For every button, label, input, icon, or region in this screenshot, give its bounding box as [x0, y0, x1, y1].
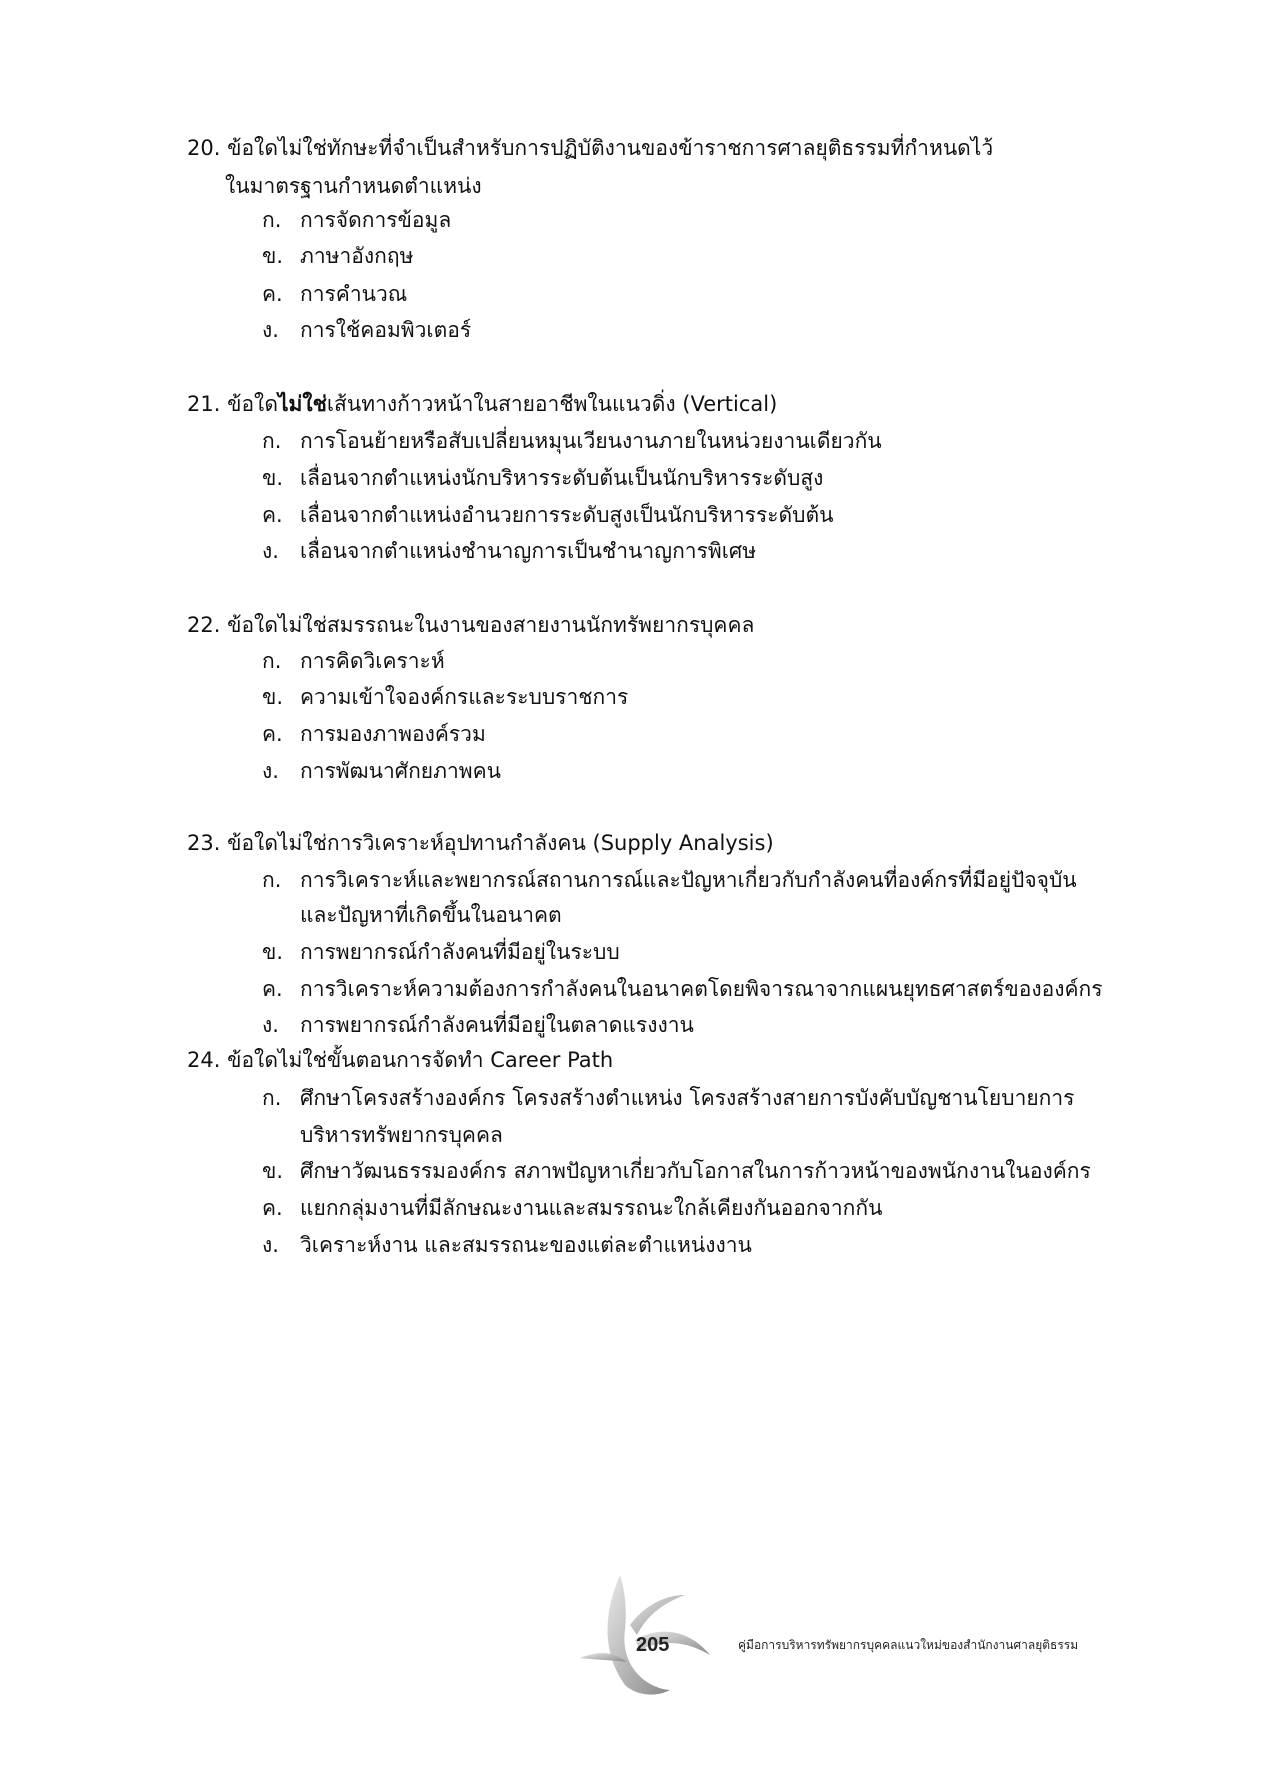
question-number: 22.: [187, 613, 221, 637]
option-label: ค.: [262, 1196, 283, 1220]
option-label: ข.: [262, 466, 284, 490]
option-label: ข.: [262, 940, 284, 964]
option-text: การวิเคราะห์ความต้องการกำลังคนในอนาคตโดยพิจารณาจากแผนยุทธศาสตร์ขององค์กร: [300, 977, 1103, 1001]
option-label: ค.: [262, 503, 283, 527]
option-label: ก.: [262, 208, 282, 232]
option-label: ง.: [262, 759, 279, 783]
option-text: เลื่อนจากตำแหน่งชำนาญการเป็นชำนาญการพิเศษ: [300, 539, 757, 563]
question-text: ข้อใดไม่ใช่สมรรถนะในงานของสายงานนักทรัพยากรบุคคล: [227, 613, 755, 637]
question-number: 20.: [187, 136, 221, 160]
option-label: ค.: [262, 282, 283, 306]
option-label: ก.: [262, 868, 282, 892]
option-text: การคิดวิเคราะห์: [300, 649, 445, 673]
question-number: 24.: [187, 1048, 221, 1072]
option-text: ภาษาอังกฤษ: [300, 244, 414, 268]
option-text: การวิเคราะห์และพยากรณ์สถานการณ์และปัญหาเกี่ยวกับกำลังคนที่องค์กรที่มีอยู่ปัจจุบัน: [300, 868, 1077, 892]
option-label: ก.: [262, 649, 282, 673]
question-text: ข้อใดไม่ใช่ขั้นตอนการจัดทำ Career Path: [227, 1048, 614, 1072]
option-text: การมองภาพองค์รวม: [300, 722, 486, 746]
footer-title: คู่มือการบริหารทรัพยากรบุคคลแนวใหม่ของสำนักงานศาลยุติธรรม: [738, 1638, 1079, 1652]
option-label: ก.: [262, 429, 282, 453]
option-text: เลื่อนจากตำแหน่งอำนวยการระดับสูงเป็นนักบริหารระดับต้น: [300, 503, 834, 527]
question-text: เส้นทางก้าวหน้าในสายอาชีพในแนวดิ่ง (Vertical): [326, 392, 778, 416]
option-text: ความเข้าใจองค์กรและระบบราชการ: [300, 685, 629, 709]
option-label: ก.: [262, 1086, 282, 1110]
question-21: [187, 390, 777, 418]
question-number: 23.: [187, 831, 221, 855]
option-label: ง.: [262, 1013, 279, 1037]
question-22: [187, 611, 754, 639]
option-label: ง.: [262, 318, 279, 342]
question-24: [187, 1046, 613, 1074]
option-text-cont: บริหารทรัพยากรบุคคล: [300, 1123, 503, 1147]
question-text-cont: ในมาตรฐานกำหนดตำแหน่ง: [225, 174, 482, 198]
question-emphasis: ไม่ใช่: [277, 392, 327, 416]
option-text: การพยากรณ์กำลังคนที่มีอยู่ในตลาดแรงงาน: [300, 1013, 694, 1037]
option-label: ง.: [262, 1233, 279, 1257]
question-text: ข้อใด: [227, 392, 278, 416]
question-text: ข้อใดไม่ใช่การวิเคราะห์อุปทานกำลังคน (Supply Analysis): [227, 831, 774, 855]
option-text: ศึกษาวัฒนธรรมองค์กร สภาพปัญหาเกี่ยวกับโอกาสในการก้าวหน้าของพนักงานในองค์กร: [300, 1159, 1091, 1183]
option-text: ศึกษาโครงสร้างองค์กร โครงสร้างตำแหน่ง โครงสร้างสายการบังคับบัญชานโยบายการ: [300, 1086, 1075, 1110]
option-label: ข.: [262, 244, 284, 268]
option-text: แยกกลุ่มงานที่มีลักษณะงานและสมรรถนะใกล้เคียงกันออกจากกัน: [300, 1196, 883, 1220]
option-label: ข.: [262, 1159, 284, 1183]
option-text: การจัดการข้อมูล: [300, 208, 452, 232]
option-text: การใช้คอมพิวเตอร์: [300, 318, 472, 342]
option-text: การโอนย้ายหรือสับเปลี่ยนหมุนเวียนงานภายในหน่วยงานเดียวกัน: [300, 429, 882, 453]
option-text: วิเคราะห์งาน และสมรรถนะของแต่ละตำแหน่งงาน: [300, 1233, 752, 1257]
option-text: การพยากรณ์กำลังคนที่มีอยู่ในระบบ: [300, 940, 620, 964]
option-text: การพัฒนาศักยภาพคน: [300, 759, 501, 783]
option-label: ง.: [262, 539, 279, 563]
option-label: ค.: [262, 722, 283, 746]
page-number: 205: [636, 1634, 670, 1656]
question-20: [187, 134, 993, 162]
option-text-cont: และปัญหาที่เกิดขึ้นในอนาคต: [300, 903, 562, 927]
question-23: [187, 829, 774, 857]
question-text: ข้อใดไม่ใช่ทักษะที่จำเป็นสำหรับการปฏิบัติงานของข้าราชการศาลยุติธรรมที่กำหนดไว้: [227, 136, 994, 160]
question-number: 21.: [187, 392, 221, 416]
option-label: ข.: [262, 685, 284, 709]
option-text: เลื่อนจากตำแหน่งนักบริหารระดับต้นเป็นนักบริหารระดับสูง: [300, 466, 824, 490]
option-text: การคำนวณ: [300, 282, 408, 306]
option-label: ค.: [262, 977, 283, 1001]
